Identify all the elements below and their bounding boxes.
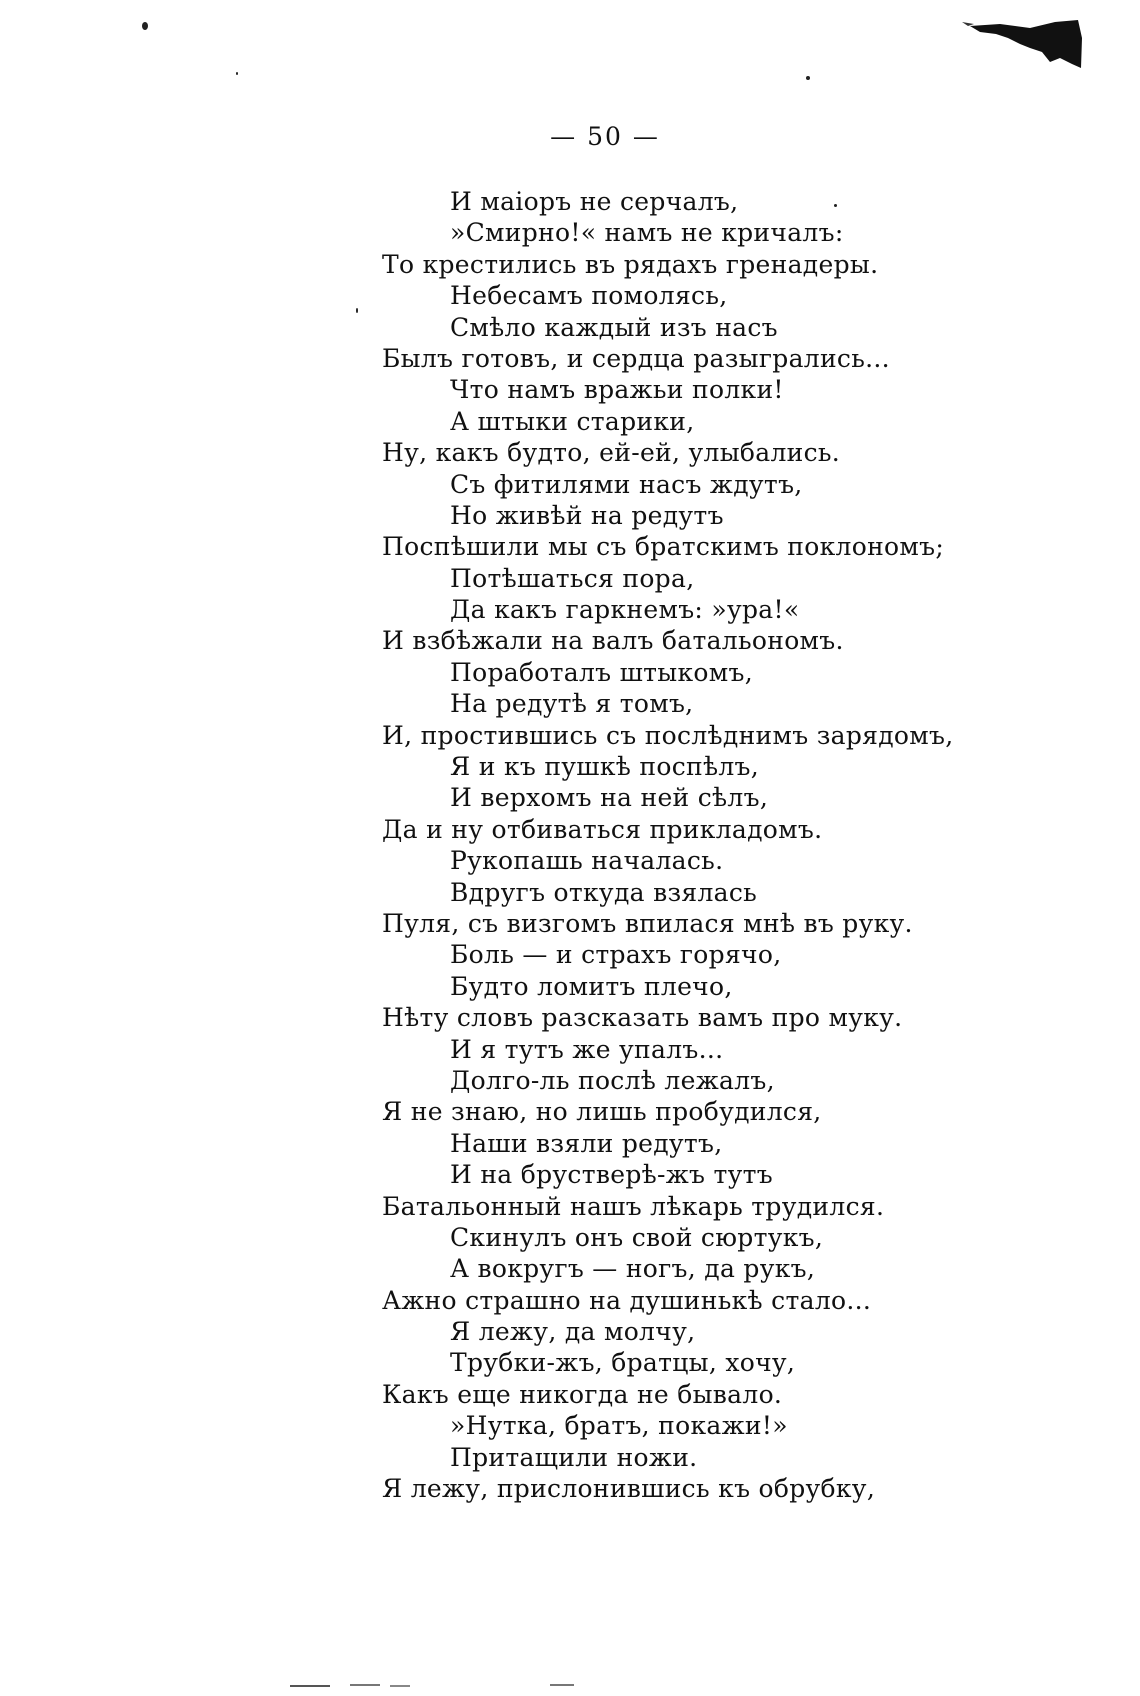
- poem-line: И маіоръ не серчалъ,: [450, 187, 739, 216]
- scan-blot-artifact: [960, 18, 1090, 76]
- poem-line: Я не знаю, но лишь пробудился,: [382, 1097, 822, 1127]
- poem-line: А вокругъ — ногъ, да рукъ,: [450, 1254, 816, 1284]
- poem-line: А штыки старики,: [450, 406, 695, 436]
- poem-line: На редутѣ я томъ,: [450, 689, 694, 719]
- poem-line: Съ фитилями насъ ждутъ,: [450, 469, 803, 499]
- poem-line: Ажно страшно на душинькѣ стало...: [382, 1285, 872, 1315]
- poem-line: И верхомъ на ней сѣлъ,: [450, 783, 769, 813]
- poem-line: И на брустверѣ-жъ тутъ: [450, 1160, 773, 1190]
- poem-line: Что намъ вражьи полки!: [450, 375, 784, 405]
- poem-line: Вдругъ откуда взялась: [450, 877, 758, 907]
- poem-line: И взбѣжали на валъ батальономъ.: [382, 626, 844, 656]
- poem-line: Былъ готовъ, и сердца разыгрались...: [382, 343, 890, 373]
- poem-text: [382, 186, 1102, 1504]
- poem-line: Да и ну отбиваться прикладомъ.: [382, 814, 823, 844]
- poem-line: Долго-ль послѣ лежалъ,: [450, 1065, 775, 1095]
- poem-line: Смѣло каждый изъ насъ: [450, 312, 778, 342]
- page-number: — 50 —: [550, 122, 660, 151]
- scan-speck: [356, 308, 358, 313]
- poem-line: Я и къ пушкѣ поспѣлъ,: [450, 752, 759, 782]
- poem-line: Поработалъ штыкомъ,: [450, 657, 753, 687]
- poem-line: Батальонный нашъ лѣкарь трудился.: [382, 1191, 885, 1221]
- poem-line: Какъ еще никогда не бывало.: [382, 1379, 783, 1409]
- poem-line: То крестились въ рядахъ гренадеры.: [382, 249, 879, 279]
- poem-line: И я тутъ же упалъ...: [450, 1034, 724, 1064]
- scan-speck: [142, 22, 148, 30]
- poem-line: Потѣшаться пора,: [450, 563, 695, 593]
- poem-line: Скинулъ онъ свой сюртукъ,: [450, 1222, 824, 1252]
- poem-line: Поспѣшили мы съ братскимъ поклономъ;: [382, 532, 945, 562]
- scan-bottom-marks: [290, 1682, 610, 1690]
- poem-line: Я лежу, прислонившись къ обрубку,: [382, 1474, 876, 1504]
- poem-line: Нѣту словъ разсказать вамъ про муку.: [382, 1003, 903, 1033]
- poem-line: Небесамъ помолясь,: [450, 281, 728, 311]
- poem-line: Рукопашь началась.: [450, 846, 724, 876]
- poem-line: Трубки-жъ, братцы, хочу,: [450, 1348, 796, 1378]
- poem-line: »Нутка, братъ, покажи!»: [450, 1411, 788, 1441]
- poem-line: И, простившись съ послѣднимъ зарядомъ,: [382, 720, 954, 750]
- poem-line: Да какъ гаркнемъ: »ура!«: [450, 595, 800, 625]
- poem-line: Наши взяли редутъ,: [450, 1128, 723, 1158]
- poem-line: Боль — и страхъ горячо,: [450, 940, 782, 970]
- poem-line: Ну, какъ будто, ей-ей, улыбались.: [382, 438, 841, 468]
- poem-line: Я лежу, да молчу,: [450, 1317, 696, 1347]
- poem-line: Притащили ножи.: [450, 1442, 698, 1472]
- scan-speck: [236, 72, 238, 75]
- scan-speck: [806, 76, 810, 80]
- poem-line: Но живѣй на редутъ: [450, 500, 724, 530]
- poem-line: Будто ломитъ плечо,: [450, 971, 733, 1001]
- poem-line: Пуля, съ визгомъ впилася мнѣ въ руку.: [382, 908, 913, 938]
- poem-line: »Смирно!« намъ не кричалъ:: [450, 218, 844, 248]
